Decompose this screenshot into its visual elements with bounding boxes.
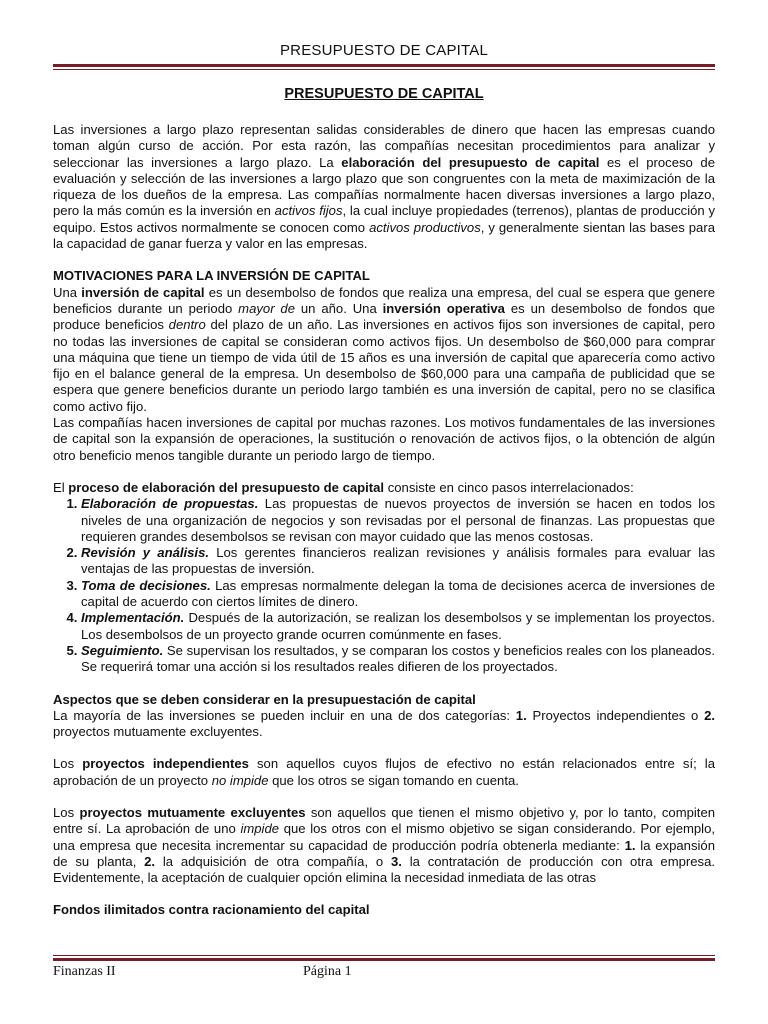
- section-heading-aspectos: Aspectos que se deben considerar en la presupuestación de capital: [53, 691, 476, 707]
- bold-number: 2.: [144, 853, 156, 869]
- list-item: [81, 578, 715, 611]
- text-run: es un desembolso de fondos que produce beneficios: [53, 300, 716, 333]
- text-run: es un desembolso de fondos que realiza una empresa, del cual se espera que genere beneficios durante un periodo: [53, 284, 715, 316]
- bold-number: 1.: [515, 707, 527, 723]
- text-run: Los: [53, 756, 83, 772]
- step-title: Elaboración de propuestas.: [81, 496, 259, 512]
- document-title: PRESUPUESTO DE CAPITAL: [284, 86, 484, 102]
- italic-term: activos productivos: [369, 219, 481, 235]
- list-item: [81, 643, 715, 676]
- text-run: la expansión de su planta,: [53, 837, 715, 869]
- step-text: Las empresas normalmente delegan la toma de decisiones acerca de inversiones de capital de acuerdo con ciertos límites de dinero.: [81, 577, 715, 610]
- italic-term: dentro: [168, 317, 206, 333]
- text-run: la adquisición de otra compañía, o: [155, 853, 391, 869]
- italic-term: impide: [240, 821, 280, 837]
- aspectos-paragraph: [53, 708, 715, 741]
- section-heading-motivaciones: MOTIVACIONES PARA LA INVERSIÓN DE CAPITAL: [53, 268, 370, 284]
- text-run: es el proceso de evaluación y selección de las inversiones a largo plazo que son congruentes con la meta de maximización de la riqueza de los dueños de la empresa. Las compañías normalmente hacen diversas inversiones a largo plazo, pero la más común es la inversión en: [53, 154, 715, 219]
- step-text: Las propuestas de nuevos proyectos de inversión se hacen en todos los niveles de una organización de negocios y son revisadas por el personal de finanzas. Las propuestas que requieren grandes desembolsos se revisan con mayor cuidado que las menos costosas.: [81, 496, 715, 544]
- step-text: Los gerentes financieros realizan revisiones y análisis formales para evaluar las ventajas de las propuestas de inversión.: [81, 545, 715, 577]
- text-run: un año. Una: [295, 300, 383, 316]
- text-run: Las inversiones a largo plazo representan salidas considerables de dinero que hacen las empresas cuando toman algún curso de acción. Por esta razón, las compañías necesitan procedimientos para analizar y seleccionar las inversiones a largo plazo. La: [53, 122, 715, 170]
- text-run: consiste en cinco pasos interrelacionados:: [384, 479, 634, 495]
- text-run: Los: [53, 804, 80, 820]
- proceso-steps-list: [53, 496, 715, 675]
- bold-term: elaboración del presupuesto de capital: [341, 154, 600, 170]
- step-title: Toma de decisiones.: [81, 577, 211, 593]
- footer-page-number: Página 1: [303, 964, 352, 979]
- intro-paragraph: [53, 122, 715, 252]
- bold-term: proyectos independientes: [82, 756, 249, 772]
- bold-term: proceso de elaboración del presupuesto de capital: [68, 479, 385, 495]
- independientes-paragraph: [53, 756, 715, 789]
- text-run: Proyectos independientes o: [526, 707, 705, 723]
- text-run: La mayoría de las inversiones se pueden incluir en una de dos categorías:: [53, 707, 516, 723]
- section-heading-fondos: Fondos ilimitados contra racionamiento del capital: [53, 902, 370, 918]
- footer-rule-thick: [53, 958, 715, 961]
- bold-term: proyectos mutuamente excluyentes: [79, 804, 306, 820]
- motivaciones-paragraph-1: [53, 285, 715, 415]
- proceso-intro: [53, 480, 715, 496]
- text-run: la contratación de producción con otra empresa. Evidentemente, la aceptación de cualquier opción elimina la necesidad inmediata de las otras: [53, 853, 715, 886]
- step-title: Implementación.: [81, 610, 185, 626]
- running-header: PRESUPUESTO DE CAPITAL: [279, 42, 489, 59]
- excluyentes-paragraph: [53, 805, 715, 886]
- text-run: que los otros con el mismo objetivo se sigan considerando. Por ejemplo, una empresa que necesita incrementar su capacidad de producción podría obtenerla mediante:: [53, 821, 715, 853]
- bold-number: 3.: [391, 853, 402, 869]
- header-rule-thin: [53, 69, 715, 70]
- text-run: son aquellos cuyos flujos de efectivo no están relacionados entre sí; la aprobación de un proyecto: [53, 756, 715, 788]
- list-item: [81, 496, 715, 545]
- text-run: , la cual incluye propiedades (terrenos), plantas de producción y equipo. Estos activos normalmente se conocen como: [53, 203, 715, 235]
- step-text: Se supervisan los resultados, y se comparan los costos y beneficios reales con los planeados. Se requerirá tomar una acción si los resultados reales difieren de los proyectados.: [81, 642, 715, 675]
- step-text: Después de la autorización, se realizan los desembolsos y se implementan los proyectos. Los desembolsos de un proyecto grande ocurren comúnmente en fases.: [81, 610, 715, 642]
- document-body: [53, 122, 715, 919]
- list-item: [81, 610, 715, 643]
- bold-number: 1.: [624, 837, 636, 853]
- text-run: El: [53, 479, 69, 495]
- bold-term: inversión operativa: [382, 300, 505, 316]
- footer-course: Finanzas II: [53, 964, 116, 979]
- footer-rule-thin: [53, 955, 715, 956]
- step-title: Revisión y análisis.: [81, 545, 209, 561]
- step-title: Seguimiento.: [81, 642, 164, 658]
- bold-term: inversión de capital: [81, 284, 205, 300]
- bold-number: 2.: [704, 707, 715, 723]
- text-run: que los otros se sigan tomando en cuenta.: [268, 772, 519, 788]
- text-run: son aquellos que tienen el mismo objetivo y, por lo tanto, compiten entre sí. La aprobación de uno: [53, 804, 716, 837]
- italic-term: no impide: [211, 772, 269, 788]
- list-item: [81, 545, 715, 578]
- text-run: Una: [53, 284, 82, 300]
- text-run: del plazo de un año. Las inversiones en activos fijos son inversiones de capital, pero no todas las inversiones de capital se consideran como activos fijos. Un desembolso de $60,000 para comprar una máquina que tiene un tiempo de vida útil de 15 años es una inversión de capital que aparecería como activo fijo en el balance general de la empresa. Un desembolso de $60,000 para una campaña de publicidad que se espera que genere beneficios durante un periodo largo también es una inversión de capital, pero no se clasifica como activo fijo.: [53, 317, 715, 414]
- text-run: proyectos mutuamente excluyentes.: [53, 724, 263, 740]
- motivaciones-paragraph-2: Las compañías hacen inversiones de capital por muchas razones. Los motivos fundamentales de las inversiones de capital son la expansión de operaciones, la sustitución o renovación de activos fijos, o la obtención de algún otro beneficio menos tangible durante un periodo largo de tiempo.: [53, 415, 715, 463]
- text-run: , y generalmente sientan las bases para la capacidad de ganar fuerza y valor en las empresas.: [53, 219, 715, 252]
- italic-term: mayor de: [238, 300, 296, 316]
- italic-term: activos fijos: [274, 203, 343, 219]
- header-rule-thick: [53, 64, 715, 67]
